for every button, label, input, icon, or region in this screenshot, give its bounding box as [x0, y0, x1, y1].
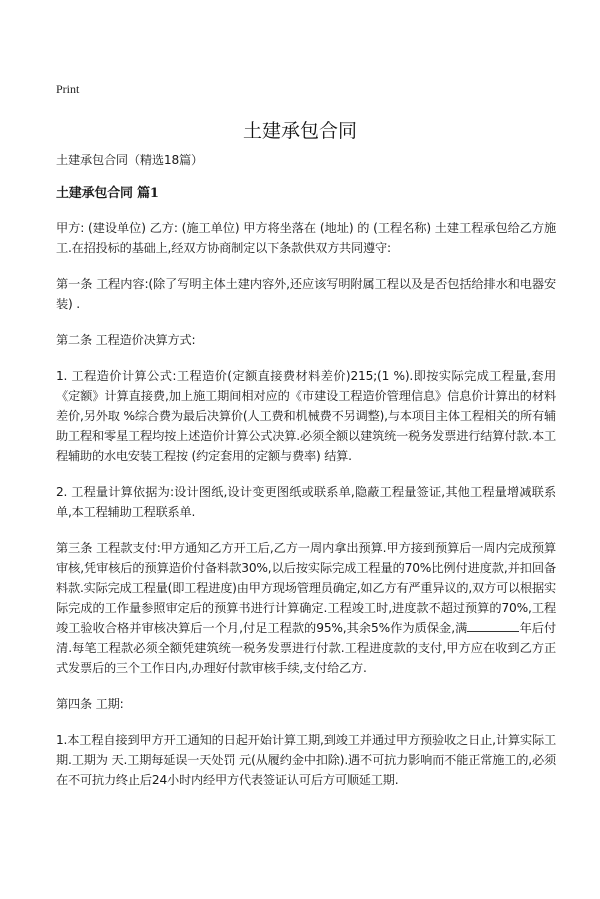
- paragraph-article-4-item-1: 1.本工程自接到甲方开工通知的日起开始计算工期,到竣工并通过甲方预验收之日止,计算实际工期.工期为 天.工期每延误一天处罚 元(从履约金中扣除).遇不可抗力影响而不能正常施工的,必须在不可抗力终止后24小时内经甲方代表签证认可后方可顺延工期.: [56, 733, 556, 787]
- document-subtitle: 土建承包合同（精选18篇）: [56, 153, 203, 167]
- article-3-text-start: 第三条 工程款支付:甲方通知乙方开工后,乙方一周内拿出预算.甲方接到预算后一周内完成预算审核,凭审核后的预算造价付备料款30%,以后按实际完成工程量的70%比例付进度款,并扣回备料款.实际完成工程量(即工程进度)由甲方现场管理员确定,如乙方有严重异议的,双方可以根据实际完成的工作量参照审定后的预算书进行计算确定.工程竣工时,进度款不超过预算的70%,工程竣工验收合格并审核决算后一个月,付足工程款的95%,其余5%作为质保金,满: [56, 541, 556, 635]
- paragraph-article-2-item-1: 1. 工程造价计算公式:工程造价(定额直接费材料差价)215;(1 %).即按实际完成工程量,套用《定额》计算直接费,加上施工期间相对应的《市建设工程造价管理信息》信息价计算出的材料差价,另外取 %综合费为最后决算价(人工费和机械费不另调整),与本项目主体工程相关的所有辅助工程和零星工程均按上述造价计算公式决算.必须全额以建筑统一税务发票进行结算付款.本工程辅助的水电安装工程按 (约定套用的定额与费率) 结算.: [56, 369, 556, 463]
- paragraph-parties: 甲方: (建设单位) 乙方: (施工单位) 甲方将坐落在 (地址) 的 (工程名称) 土建工程承包给乙方施工.在招投标的基础上,经双方协商制定以下条款供双方共同遵守:: [56, 221, 556, 255]
- paragraph-article-2: 第二条 工程造价决算方式:: [56, 333, 196, 347]
- paragraph-article-3: [56, 538, 556, 678]
- document-title: 土建承包合同: [242, 120, 357, 142]
- fill-in-blank: [467, 619, 519, 632]
- print-label: Print: [56, 82, 80, 96]
- article-3-text-end: 年后付清.每笔工程款必须全额凭建筑统一税务发票进行付款.工程进度款的支付,甲方应在收到乙方正式发票后的三个工作日内,办理好付款审核手续,支付给乙方.: [56, 621, 556, 675]
- paragraph-article-4: 第四条 工期:: [56, 697, 124, 711]
- section-heading: 土建承包合同 篇1: [56, 186, 159, 201]
- paragraph-article-1: 第一条 工程内容:(除了写明主体土建内容外,还应该写明附属工程以及是否包括给排水和电器安装) .: [56, 277, 556, 311]
- document-body: [56, 150, 556, 806]
- paragraph-article-2-item-2: 2. 工程量计算依据为:设计图纸,设计变更图纸或联系单,隐蔽工程量签证,其他工程量增减联系单,本工程辅助工程联系单.: [56, 485, 556, 519]
